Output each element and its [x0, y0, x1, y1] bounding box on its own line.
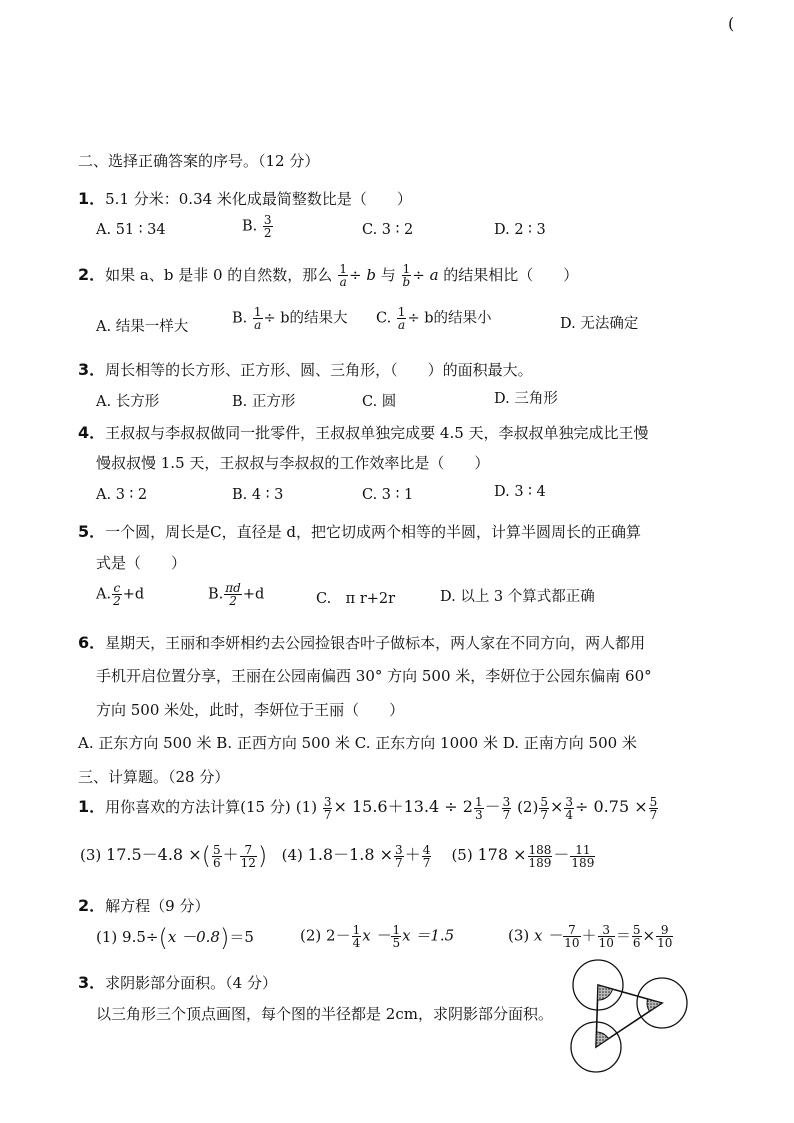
q2-option-a: A. 结果一样大: [96, 319, 189, 335]
fraction: [263, 214, 273, 239]
question-number: 2．: [78, 896, 106, 915]
problem-label: (4): [281, 846, 303, 864]
numerator: c: [113, 581, 121, 595]
q2-option-d: D. 无法确定: [560, 316, 639, 332]
option-text: ÷ b的结果大: [263, 310, 348, 327]
fraction: [649, 796, 659, 821]
question-3: [78, 357, 533, 380]
fraction: [397, 306, 407, 331]
shaded-sector-bottom: [596, 1032, 609, 1047]
operator: ＋: [404, 845, 421, 864]
question-6-line-3: 方向 500 米处，此时，李妍位于王丽（ ）: [96, 701, 405, 719]
equation-3: [508, 924, 674, 949]
question-title: 求阴影部分面积。（4 分）: [105, 974, 277, 992]
expression: x －: [534, 926, 563, 945]
fraction: [338, 263, 348, 288]
problem-label: (2): [517, 798, 539, 816]
denominator: 3: [474, 807, 483, 822]
fraction: [528, 844, 553, 869]
numerator: 3: [323, 794, 332, 809]
expression: 9.5÷: [122, 928, 159, 946]
fraction: [212, 844, 222, 869]
expression: 17.5－4.8 ×: [106, 845, 202, 864]
numerator: 11: [575, 842, 591, 857]
numerator: 1: [339, 262, 348, 276]
fraction: [323, 796, 333, 821]
q4-option-b: B. 4 ∶ 3: [232, 487, 284, 503]
q1-option-c: C. 3 ∶ 2: [362, 222, 414, 238]
problem-label: (3): [508, 926, 530, 945]
numerator: 7: [244, 842, 253, 857]
denominator: 2: [263, 226, 272, 240]
math-term: ÷ b: [349, 266, 376, 284]
denominator: 5: [392, 936, 401, 950]
fraction: [240, 844, 257, 869]
q1-option-a: A. 51 ∶ 34: [96, 222, 166, 238]
problem-2: [517, 794, 659, 822]
fraction: [474, 796, 484, 821]
problem-label: (1): [96, 928, 118, 946]
question-text-1: 如果 a、b 是非 0 的自然数，那么: [105, 266, 333, 284]
option-label: B.: [242, 218, 258, 235]
fraction: [112, 582, 122, 607]
numerator: 3: [395, 842, 403, 857]
fraction: [224, 582, 242, 607]
numerator: 5: [540, 794, 548, 809]
problem-4: [281, 842, 438, 870]
problem-label: (3): [80, 846, 102, 864]
q3-option-c: C. 圆: [362, 394, 397, 410]
question-number: 6．: [78, 633, 106, 652]
numerator: 4: [422, 842, 431, 857]
question-title: 解方程（9 分）: [105, 897, 210, 915]
fraction: [402, 263, 412, 288]
fraction: [391, 924, 401, 949]
problem-5: [451, 842, 596, 870]
question-number: 3．: [78, 360, 106, 379]
open-paren: (: [158, 924, 168, 952]
question-6: [78, 630, 645, 653]
denominator: 4: [352, 936, 361, 950]
close-paren: ): [257, 842, 268, 870]
numerator: 1: [402, 262, 411, 276]
expression: ÷ 0.75 ×: [575, 797, 648, 816]
q3-option-b: B. 正方形: [232, 394, 296, 410]
q3-option-a: A. 长方形: [96, 394, 160, 410]
denominator: a: [398, 318, 406, 332]
expression: x －: [362, 926, 391, 945]
question-number: 3．: [78, 973, 106, 992]
question-number: 1．: [78, 797, 106, 816]
problem-label: (5): [451, 846, 473, 864]
question-text: 5.1 分米：0.34 米化成最简整数比是（ ）: [105, 190, 412, 208]
q5-option-a: [96, 582, 144, 607]
numerator: 3: [263, 213, 272, 227]
expression: × 15.6＋13.4 ÷ 2: [333, 797, 473, 816]
section2-heading: 二、选择正确答案的序号。（12 分）: [78, 152, 320, 170]
question-number: 1．: [78, 189, 106, 208]
close-paren: ): [219, 924, 230, 952]
option-label: B.: [208, 586, 224, 603]
shaded-area-figure: [566, 955, 690, 1077]
operator: ＝: [615, 926, 631, 945]
question-number: 4．: [78, 423, 106, 442]
numerator: 188: [528, 842, 552, 857]
fraction: [502, 796, 512, 821]
operator: －: [484, 797, 501, 816]
denominator: 12: [240, 855, 256, 870]
calc-3-description: 以三角形三个顶点画图，每个图的半径都是 2cm，求阴影部分面积。: [96, 1005, 553, 1023]
denominator: 6: [212, 855, 221, 870]
operator: ×: [549, 797, 564, 816]
q5-option-c: C. π r+2r: [316, 591, 396, 607]
numerator: 7: [568, 923, 576, 937]
denominator: 10: [564, 936, 580, 950]
fraction: [656, 924, 673, 949]
numerator: 3: [502, 794, 511, 809]
denominator: a: [254, 318, 262, 332]
numerator: 1: [352, 923, 361, 937]
option-label: B.: [232, 310, 248, 327]
equation-1: [96, 924, 254, 952]
corner-mark: (: [728, 14, 735, 33]
denominator: 10: [598, 936, 614, 950]
question-number: 5．: [78, 522, 106, 541]
numerator: πd: [225, 581, 241, 595]
question-5-line-2: 式是（ ）: [96, 554, 187, 572]
expression: 178 ×: [477, 845, 527, 864]
fraction: [352, 924, 362, 949]
q1-option-d: D. 2 ∶ 3: [494, 222, 546, 238]
q2-option-b: [232, 306, 348, 331]
problem-label: (1): [295, 798, 318, 816]
question-2: [78, 262, 578, 288]
question-4: [78, 420, 649, 443]
fraction: [253, 306, 263, 331]
numerator: 9: [660, 923, 669, 937]
denominator: 4: [565, 807, 573, 822]
problem-3: [80, 842, 272, 870]
problem-1: [295, 794, 517, 822]
fraction: [598, 924, 615, 949]
fraction: [632, 924, 642, 949]
q5-option-d: D. 以上 3 个算式都正确: [440, 589, 595, 605]
q4-option-a: A. 3 ∶ 2: [96, 487, 148, 503]
q6-options: A. 正东方向 500 米 B. 正西方向 500 米 C. 正东方向 1000 米 D. 正南方向 500 米: [78, 734, 637, 752]
math-term: ÷ a: [412, 266, 439, 284]
expression: x ＝1.5: [402, 926, 455, 945]
q4-option-c: C. 3 ∶ 1: [362, 487, 414, 503]
numerator: 3: [565, 794, 573, 809]
numerator: 1: [474, 794, 483, 809]
problem-label: (2): [300, 926, 322, 945]
option-label: A.: [96, 586, 112, 603]
question-number: 2．: [78, 265, 106, 284]
numerator: 5: [212, 842, 221, 857]
denominator: 7: [502, 807, 511, 822]
denominator: 7: [540, 807, 548, 822]
question-5: [78, 519, 641, 542]
question-text: 周长相等的长方形、正方形、圆、三角形，（ ）的面积最大。: [105, 361, 533, 379]
denominator: 10: [657, 936, 673, 950]
q1-option-b: [242, 214, 274, 239]
numerator: 5: [649, 794, 658, 809]
numerator: 1: [397, 305, 406, 319]
q3-option-d: D. 三角形: [494, 391, 558, 407]
operator: ×: [642, 926, 656, 945]
fraction: [570, 844, 595, 869]
expression: 1.8－1.8 ×: [307, 845, 394, 864]
open-paren: (: [201, 842, 211, 870]
question-text-2: 的结果相比（ ）: [438, 266, 579, 284]
expression: ＝5: [229, 928, 254, 946]
q4-option-d: D. 3 ∶ 4: [494, 484, 546, 500]
option-text: +d: [242, 586, 265, 603]
expression: x －0.8: [167, 928, 220, 946]
calc-3: [78, 970, 277, 993]
calc-2: [78, 893, 209, 916]
fraction: [539, 796, 549, 821]
operator: ＋: [222, 845, 239, 864]
fraction: [563, 924, 580, 949]
q5-option-b: [208, 582, 264, 607]
denominator: 6: [632, 936, 641, 950]
calc-1-row-2: [80, 842, 596, 870]
question-text-1: 王叔叔与李叔叔做同一批零件，王叔叔单独完成要 4.5 天，李叔叔单独完成比王慢: [105, 424, 649, 442]
denominator: 2: [224, 594, 242, 607]
expression: 2－: [326, 926, 351, 945]
numerator: 1: [253, 305, 262, 319]
denominator: 7: [649, 807, 658, 822]
operator: －: [553, 845, 570, 864]
calc-1: [78, 794, 659, 821]
question-1: [78, 186, 412, 209]
q2-option-c: [376, 306, 491, 331]
denominator: 2: [113, 594, 121, 608]
fraction: [564, 796, 574, 821]
numerator: 1: [392, 923, 401, 937]
equation-2: [300, 924, 454, 949]
denominator: 7: [395, 855, 403, 870]
option-text: ÷ b的结果小: [407, 310, 492, 327]
fraction: [422, 844, 432, 869]
numerator: 3: [602, 923, 611, 937]
denominator: 7: [323, 807, 332, 822]
section3-heading: 三、计算题。（28 分）: [78, 768, 230, 786]
question-6-line-2: 手机开启位置分享，王丽在公园南偏西 30° 方向 500 米，李妍位于公园东偏南 60°: [96, 667, 652, 685]
question-text-1: 一个圆，周长是C，直径是 d，把它切成两个相等的半圆，计算半圆周长的正确算: [105, 523, 641, 541]
option-label: C.: [376, 310, 392, 327]
denominator: 7: [422, 855, 431, 870]
denominator: a: [339, 275, 347, 289]
fraction: [394, 844, 404, 869]
question-text-1: 星期天，王丽和李妍相约去公园捡银杏叶子做标本，两人家在不同方向，两人都用: [105, 634, 646, 652]
question-title: 用你喜欢的方法计算(15 分): [105, 798, 291, 816]
shaded-sector-top: [598, 985, 613, 1000]
denominator: 189: [528, 855, 552, 870]
operator: ＋: [581, 926, 597, 945]
denominator: b: [402, 275, 411, 289]
question-4-line-2: 慢叔叔慢 1.5 天，王叔叔与李叔叔的工作效率比是（ ）: [96, 454, 490, 472]
connector: 与: [376, 266, 401, 284]
denominator: 189: [571, 855, 595, 870]
numerator: 5: [632, 923, 641, 937]
option-text: +d: [122, 586, 145, 603]
